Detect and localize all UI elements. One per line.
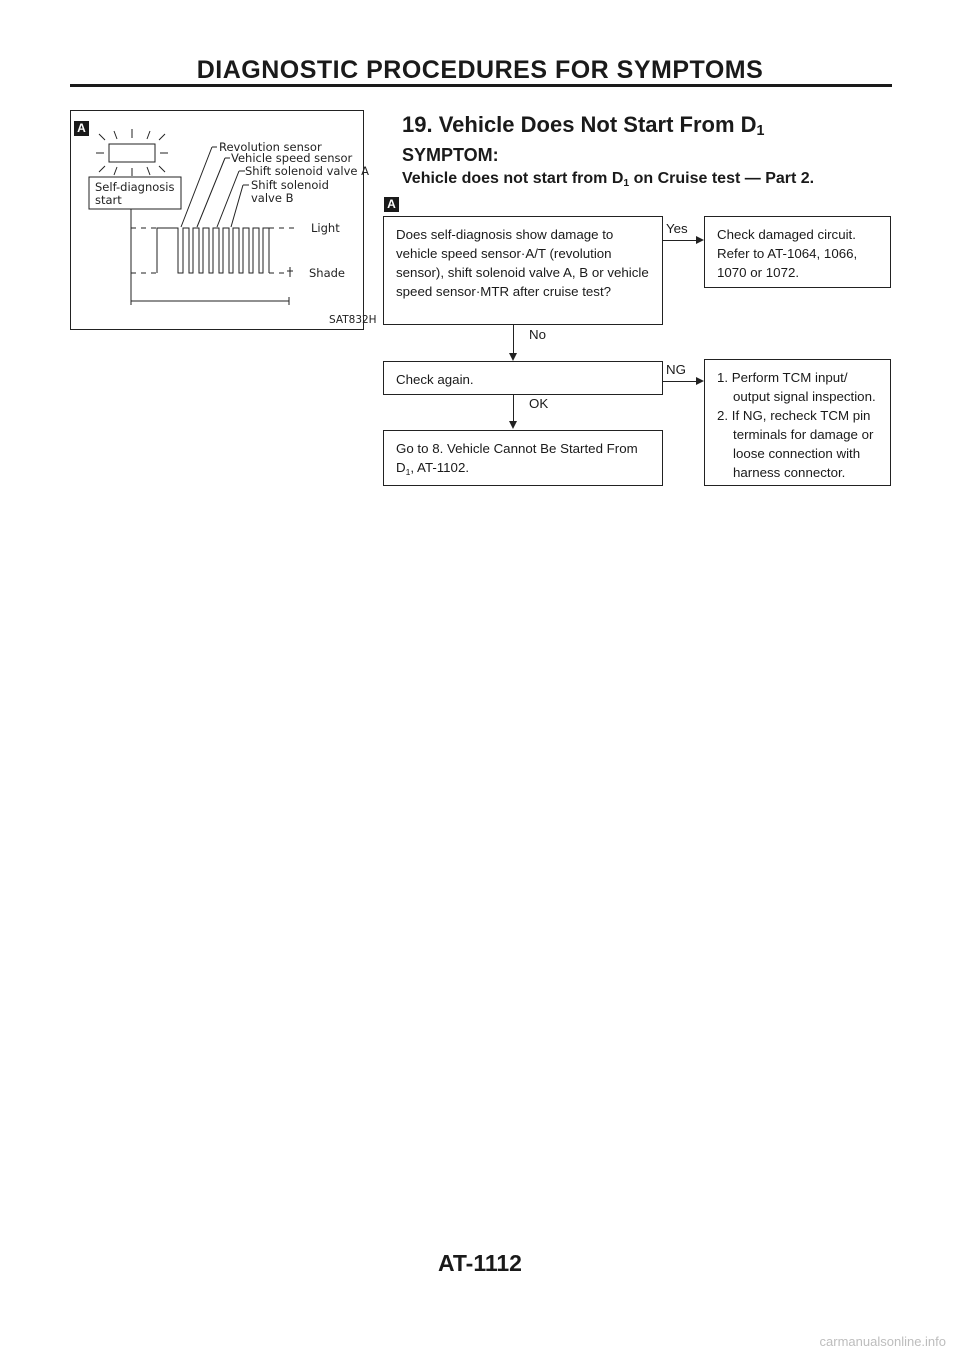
header-rule	[70, 84, 892, 87]
ng-connector	[663, 381, 697, 382]
no-label: No	[529, 327, 546, 342]
label-light: Light	[311, 221, 340, 235]
yes-label: Yes	[666, 221, 688, 236]
label-shade: Shade	[309, 266, 346, 280]
figure-badge: A	[74, 121, 89, 136]
ng-arrow	[696, 377, 704, 385]
no-connector	[513, 325, 514, 353]
watermark: carmanualsonline.info	[819, 1334, 946, 1349]
ng-step-1: 1. Perform TCM input/ output signal inspection.	[717, 370, 876, 404]
yes-arrow	[696, 236, 704, 244]
figure-code: SAT832H	[329, 314, 377, 326]
label-vehicle-speed-sensor: Vehicle speed sensor	[231, 151, 353, 165]
yes-connector	[663, 240, 697, 241]
label-revolution-sensor: Revolution sensor	[219, 140, 322, 154]
check-circuit-box: Check damaged circuit. Refer to AT-1064, 1066, 1070 or 1072.	[704, 216, 891, 288]
box-label-line2: start	[95, 193, 122, 207]
diagnosis-figure	[70, 110, 377, 330]
symptom-heading: SYMPTOM:	[402, 145, 499, 165]
section-title: 19. Vehicle Does Not Start From $D_1$	[402, 112, 765, 139]
label-shift-solenoid-a: Shift solenoid valve A	[245, 164, 370, 178]
ng-label: NG	[666, 362, 686, 377]
indicator-lamp	[109, 144, 155, 162]
box-label-line1: Self-diagnosis	[95, 180, 175, 194]
question-box: Does self-diagnosis show damage to vehicle speed sensor·A/T (revolution sensor), shift solenoid valve A, B or vehicle speed sensor·MTR after cruise test?	[383, 216, 663, 325]
no-arrow	[509, 353, 517, 361]
goto-box: Go to 8. Vehicle Cannot Be Started From $D_1$, AT-1102.	[383, 430, 663, 486]
page-header-title: DIAGNOSTIC PROCEDURES FOR SYMPTOMS	[196, 56, 764, 84]
signal-diagram	[71, 111, 377, 329]
tcm-inspection-box	[704, 359, 891, 486]
label-shift-solenoid-b-line2: valve B	[251, 191, 294, 205]
check-again-box: Check again.	[383, 361, 663, 395]
symptom-text: Vehicle does not start from $D_1$ on Cruise test — Part 2.	[402, 170, 815, 189]
ng-step-2: 2. If NG, recheck TCM pin terminals for damage or loose connection with harness connector.	[717, 408, 874, 480]
page-number: AT-1112	[438, 1250, 522, 1276]
ok-arrow	[509, 421, 517, 429]
ok-connector	[513, 395, 514, 422]
label-shift-solenoid-b-line1: Shift solenoid	[251, 178, 329, 192]
ok-label: OK	[529, 396, 549, 411]
section-badge: A	[384, 197, 399, 212]
